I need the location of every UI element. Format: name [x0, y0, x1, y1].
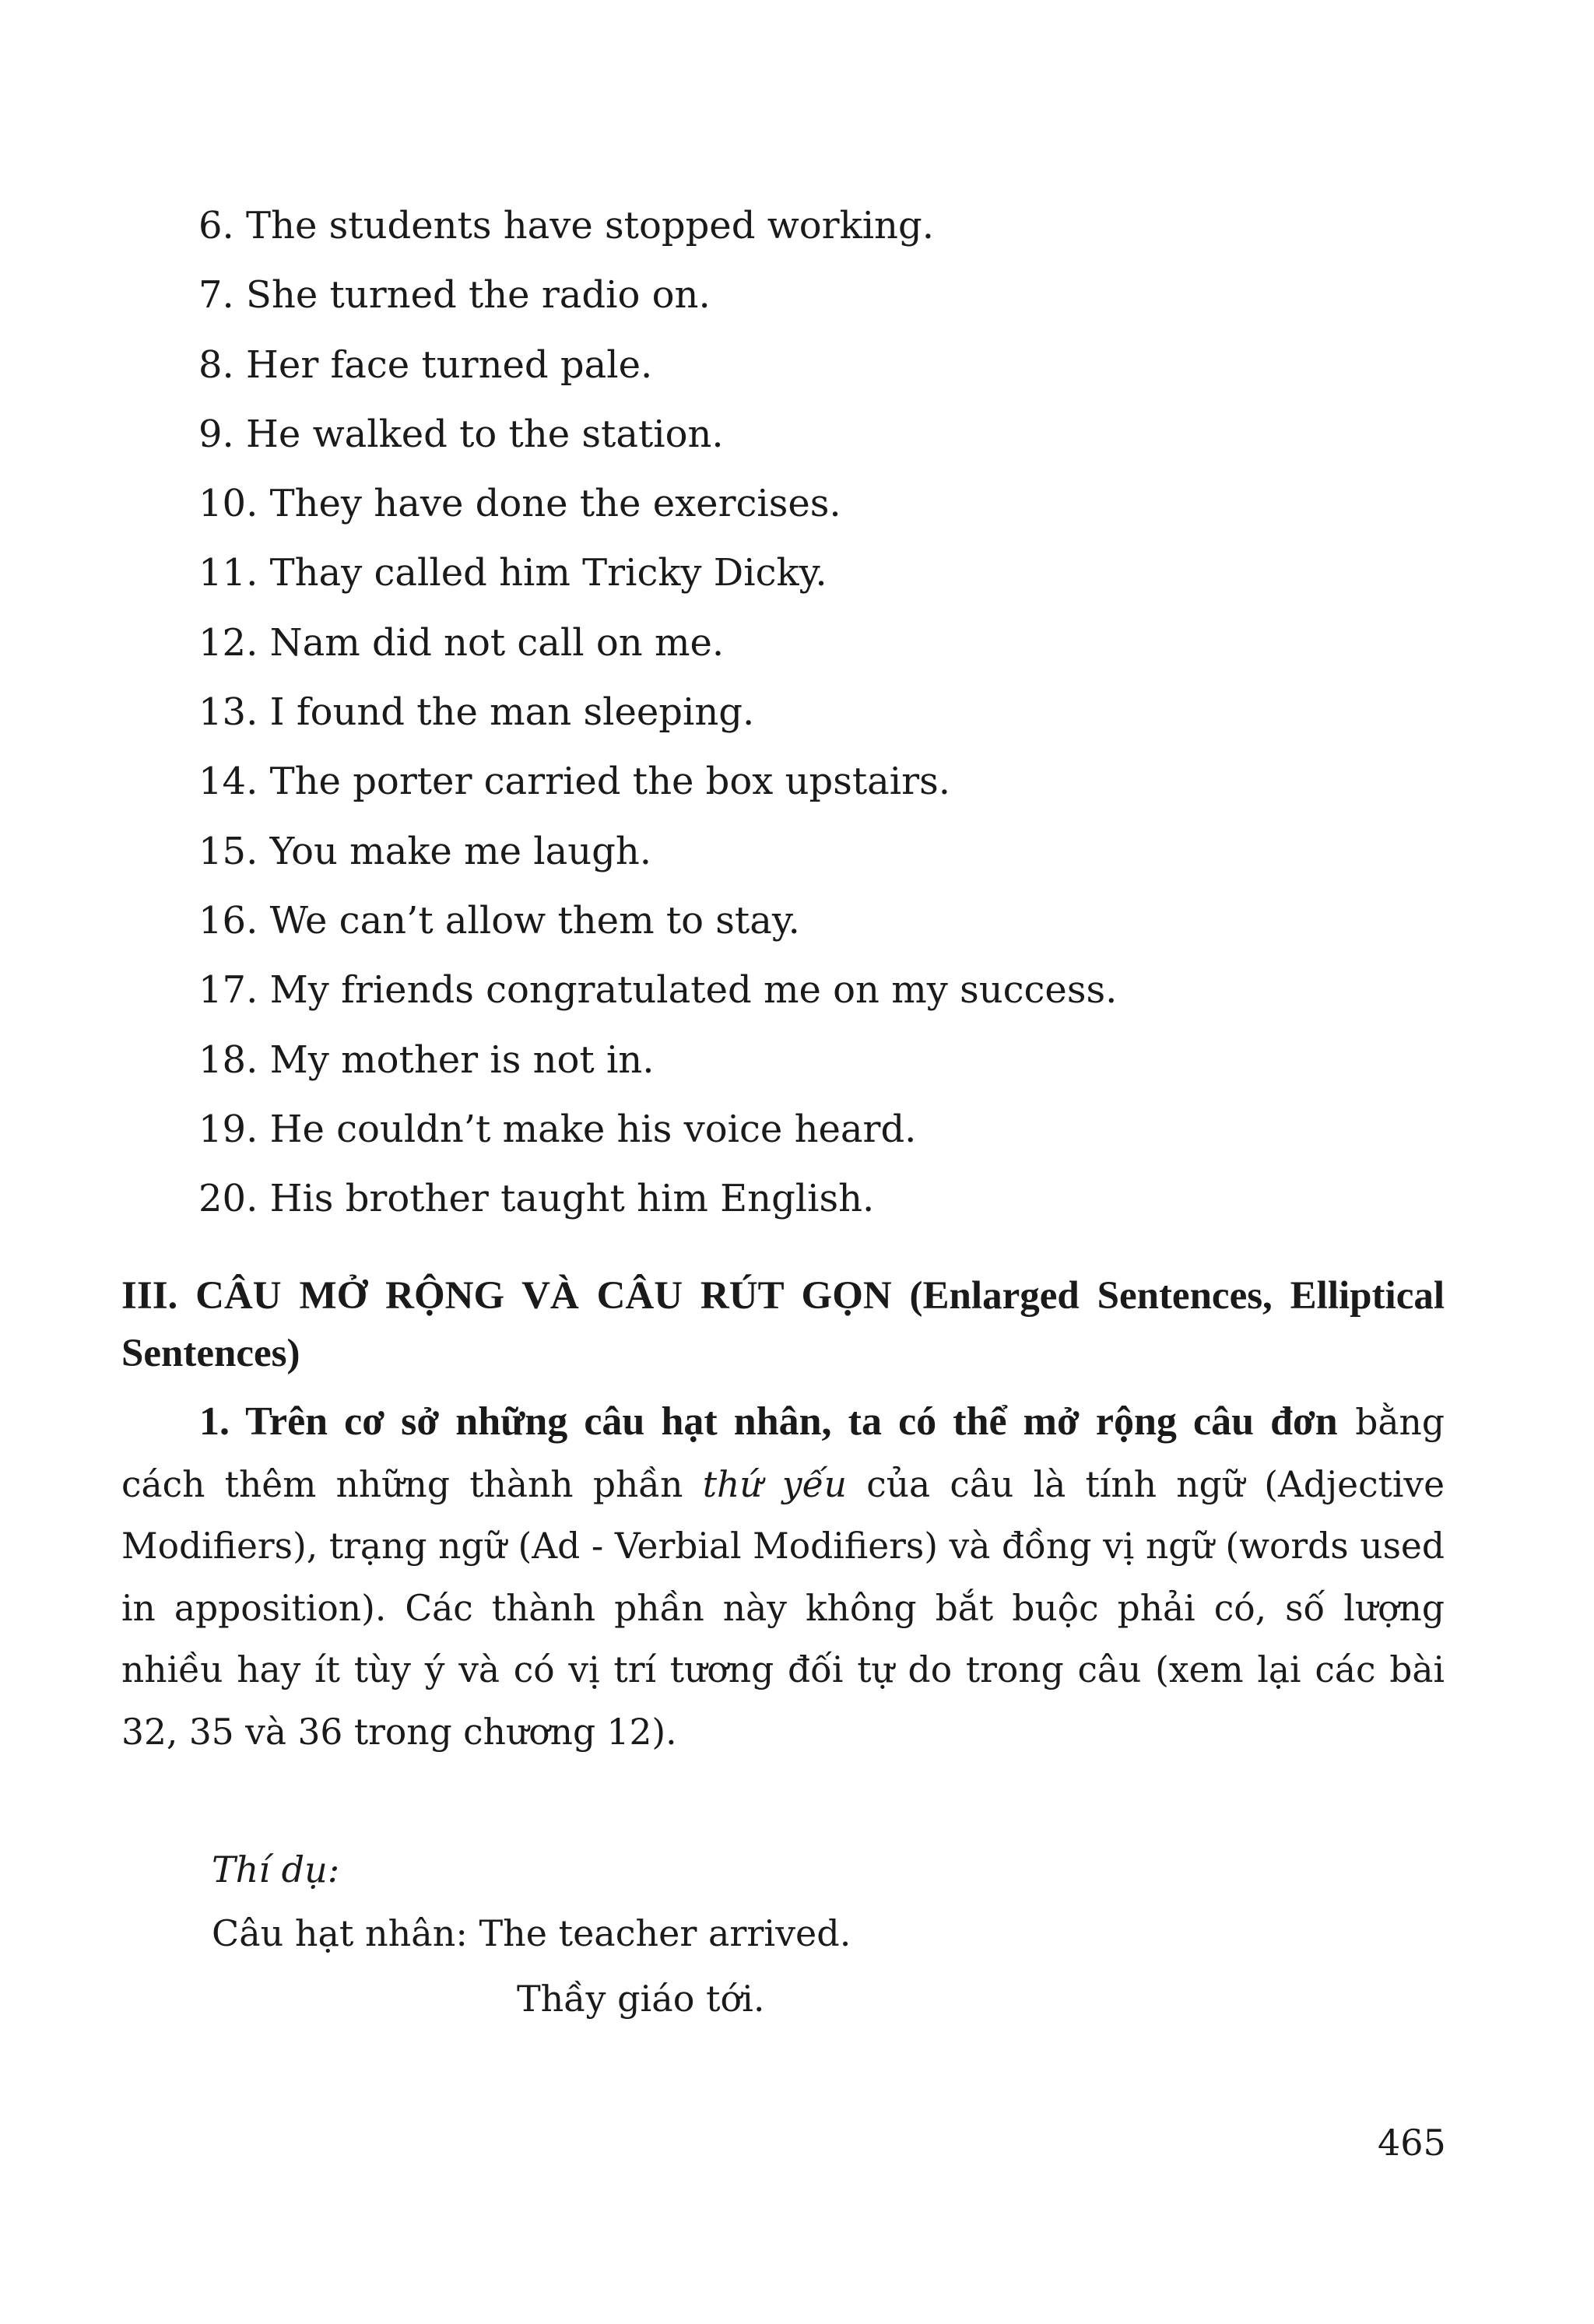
paragraph-text: bằng cách thêm những thành phần: [121, 1402, 1445, 1505]
example-translation: Thầy giáo tới.: [517, 1978, 765, 2020]
example-label: Thí dụ:: [212, 1848, 340, 1890]
exercise-item: 13. I found the man sleeping.: [198, 690, 755, 735]
section-heading: III. CÂU MỞ RỘNG VÀ CÂU RÚT GỌN (Enlarged Sentences, Elliptical Sentences): [121, 1274, 1445, 1375]
exercise-item: 7. She turned the radio on.: [198, 273, 711, 318]
example-sentence: Câu hạt nhân: The teacher arrived.: [212, 1912, 851, 1954]
exercise-item: 15. You make me laugh.: [198, 829, 652, 873]
exercise-item: 19. He couldn’t make his voice heard.: [198, 1107, 917, 1151]
section-paragraph: [121, 1391, 1445, 1763]
exercise-item: 9. He walked to the station.: [198, 412, 724, 456]
exercise-item: 11. Thay called him Tricky Dicky.: [198, 551, 827, 595]
exercise-item: 17. My friends congratulated me on my success.: [198, 968, 1118, 1013]
exercise-item: 6. The students have stopped working.: [198, 204, 934, 247]
exercise-item: 14. The porter carried the box upstairs.: [198, 760, 950, 804]
paragraph-text: của câu là tính ngữ (Adjective Modifiers), trạng ngữ (Ad - Verbial Modifiers) và đồng vị ngữ (words used in apposition). Các thành phần này không bắt buộc phải có, số lượng nhiều hay ít tùy ý và có vị trí tương đối tự do trong câu (xem lại các bài 32, 35 và 36 trong chương 12).: [121, 1463, 1445, 1753]
exercise-item: 8. Her face turned pale.: [198, 342, 653, 387]
exercise-list: [198, 191, 1444, 1234]
paragraph-bold-lead: 1. Trên cơ sở những câu hạt nhân, ta có thể mở rộng câu đơn: [199, 1399, 1338, 1444]
exercise-item: 10. They have done the exercises.: [198, 482, 841, 526]
page-number: 465: [1378, 2122, 1446, 2164]
paragraph-italic-term: thứ yếu: [702, 1463, 847, 1505]
exercise-item: 16. We can’t allow them to stay.: [198, 898, 800, 943]
exercise-item: 12. Nam did not call on me.: [198, 620, 725, 665]
exercise-item: 20. His brother taught him English.: [198, 1177, 875, 1221]
exercise-item: 18. My mother is not in.: [198, 1037, 655, 1082]
